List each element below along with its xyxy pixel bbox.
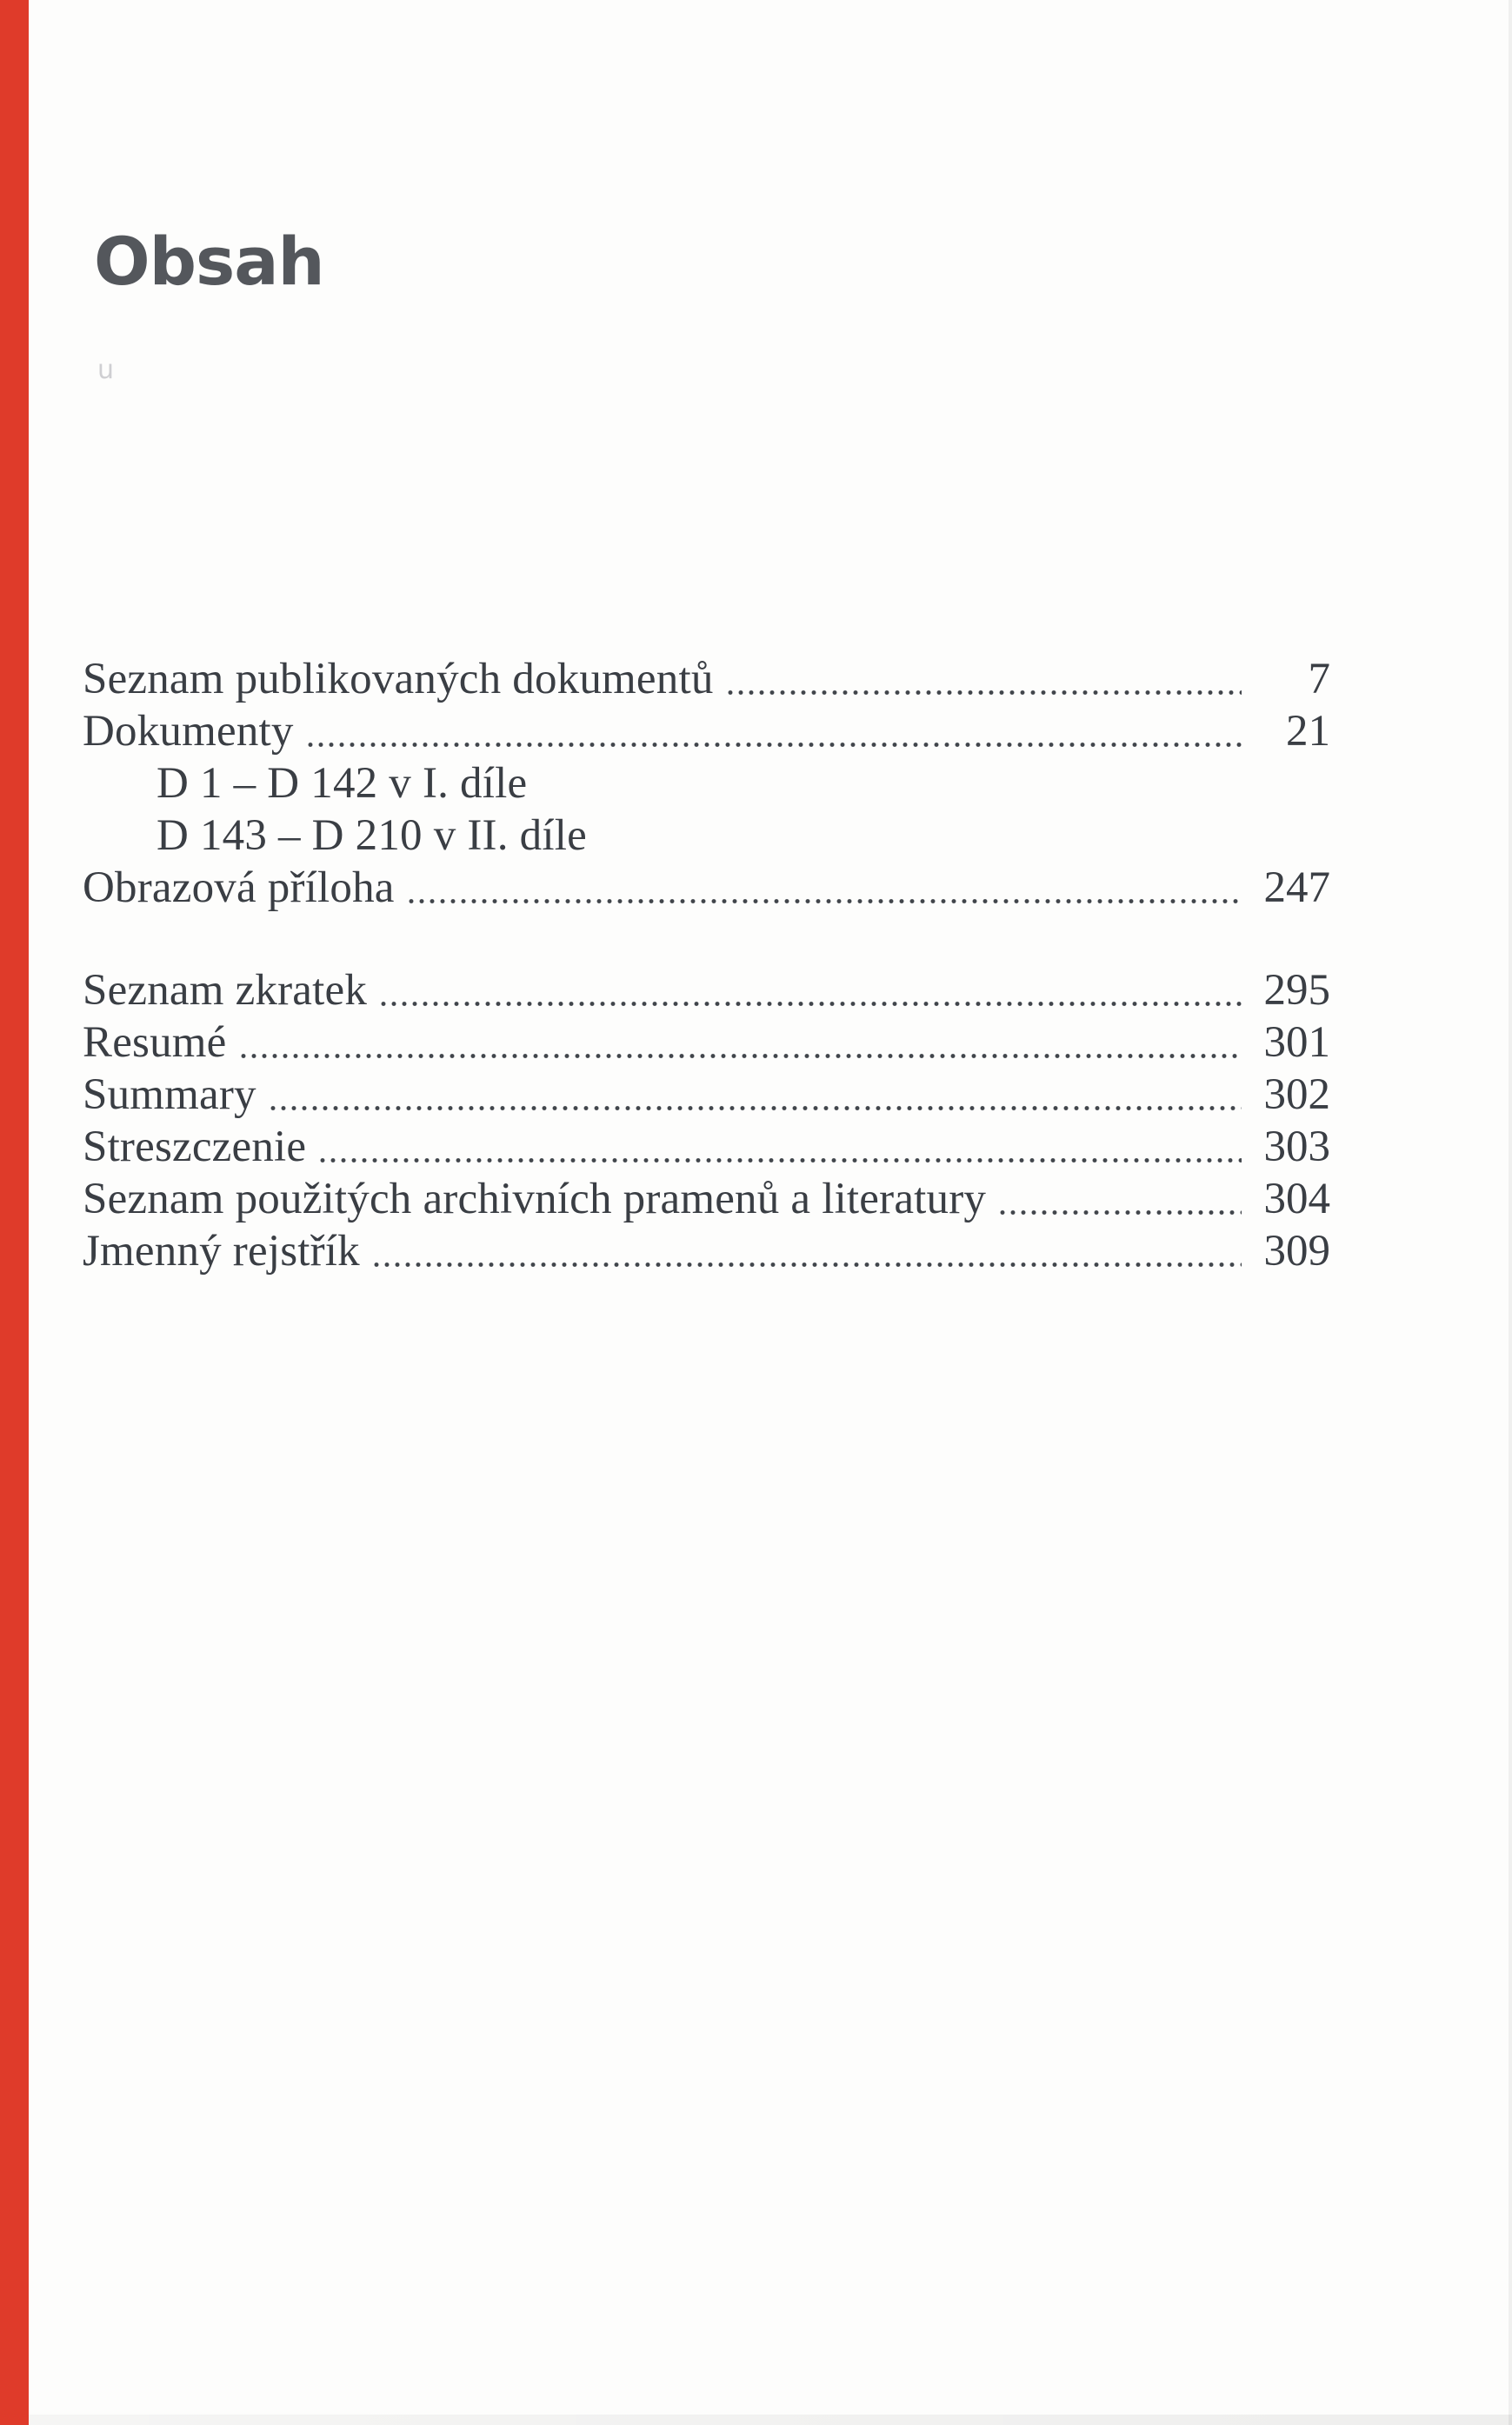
toc-dot-leader <box>541 794 1242 800</box>
toc-dot-leader <box>728 690 1242 696</box>
toc-page-number: 309 <box>1263 1227 1330 1276</box>
toc-entry-label: D 143 – D 210 v II. díle <box>157 811 587 860</box>
toc-entry-label: D 1 – D 142 v I. díle <box>157 759 528 808</box>
toc-dot-leader <box>374 1262 1242 1268</box>
toc-section <box>83 654 1330 915</box>
toc-entry <box>83 706 1330 758</box>
toc-dot-leader <box>308 742 1242 748</box>
toc-page-number: 301 <box>1263 1018 1330 1067</box>
toc-page-number: 295 <box>1263 966 1330 1015</box>
toc-entry <box>83 758 1330 810</box>
toc-page-number: 302 <box>1263 1070 1330 1119</box>
toc-entry-label: Dokumenty <box>83 707 294 756</box>
toc-dot-leader <box>381 1001 1242 1007</box>
toc-entry <box>83 1226 1330 1278</box>
toc-entry-label: Obrazová příloha <box>83 863 395 912</box>
toc-entry-label: Streszczenie <box>83 1123 307 1171</box>
toc-entry-label: Summary <box>83 1070 256 1119</box>
toc-entry <box>83 863 1330 915</box>
scan-artifact-mark: u <box>97 355 115 385</box>
toc-entry <box>83 1174 1330 1226</box>
toc-entry <box>83 1017 1330 1069</box>
toc-section <box>83 965 1330 1278</box>
toc-page-number: 21 <box>1286 707 1330 756</box>
toc-entry-label: Seznam zkratek <box>83 966 368 1015</box>
toc-entry-label: Jmenný rejstřík <box>83 1227 360 1276</box>
toc-entry <box>83 965 1330 1017</box>
scan-edge-bottom-shadow <box>29 2415 1512 2425</box>
toc-dot-leader <box>320 1157 1242 1163</box>
toc-dot-leader <box>1000 1209 1242 1216</box>
page-title: Obsah <box>94 223 324 300</box>
toc-entry-label: Seznam použitých archivních pramenů a literatury <box>83 1175 987 1223</box>
toc-entry <box>83 654 1330 706</box>
toc-entry <box>83 1069 1330 1122</box>
toc-dot-leader <box>241 1053 1242 1059</box>
toc-dot-leader <box>409 898 1242 904</box>
toc-dot-leader <box>270 1105 1242 1111</box>
table-of-contents <box>83 654 1330 1278</box>
toc-dot-leader <box>601 846 1242 852</box>
toc-entry-label: Seznam publikovaných dokumentů <box>83 655 714 703</box>
book-spine-red-stripe <box>0 0 29 2425</box>
toc-entry <box>83 1122 1330 1174</box>
toc-page-number: 303 <box>1263 1123 1330 1171</box>
toc-entry <box>83 810 1330 863</box>
scan-edge-right-shadow <box>1509 0 1512 2425</box>
toc-entry-label: Resumé <box>83 1018 227 1067</box>
toc-page-number: 247 <box>1263 863 1330 912</box>
toc-page-number: 304 <box>1263 1175 1330 1223</box>
toc-page-number: 7 <box>1308 655 1330 703</box>
